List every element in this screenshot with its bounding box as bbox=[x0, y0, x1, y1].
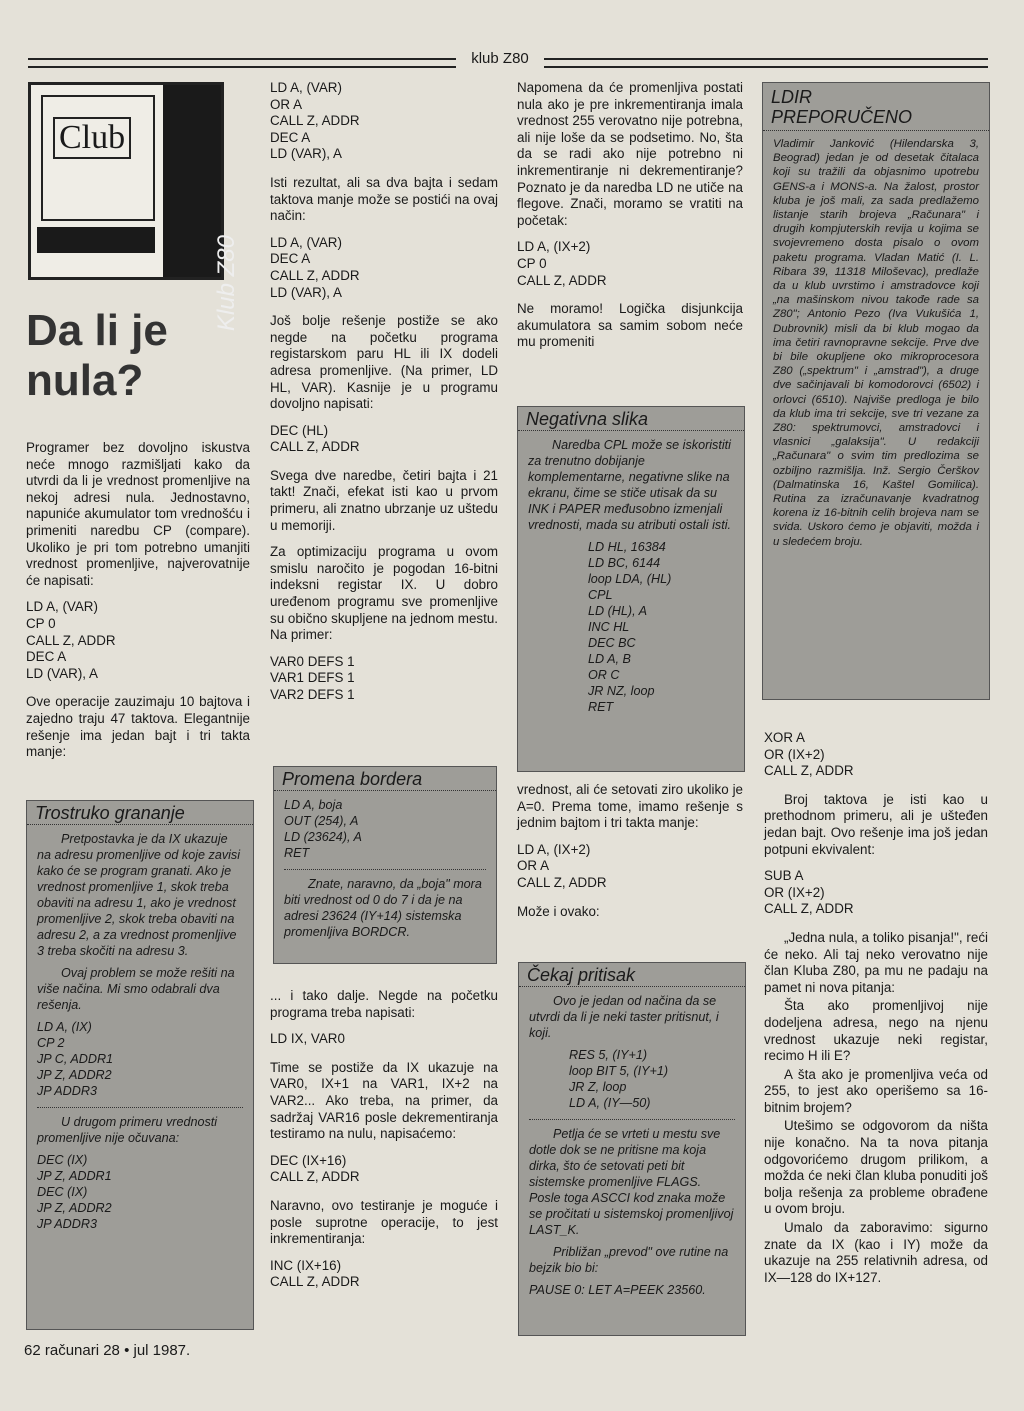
sidebar-paragraph: Ovaj problem se može rešiti na više načina. Mi smo odabrali dva rešenja. bbox=[37, 966, 235, 1012]
logo-club-text: Club bbox=[53, 117, 131, 159]
sidebar-trostruko-grananje bbox=[26, 800, 254, 1330]
sidebar-title: Čekaj pritisak bbox=[519, 963, 745, 987]
column-3 bbox=[517, 80, 743, 361]
code-block: LD A, (VAR) OR A CALL Z, ADDR DEC A LD (VAR), A bbox=[270, 80, 360, 162]
paragraph: Time se postiže da IX ukazuje na VAR0, IX+1 na VAR1, IX+2 na VAR2... Ako treba, na primer, da sadržaj VAR16 posle dekrementiranja testiramo na nulu, napisaćemo: bbox=[270, 1059, 498, 1142]
sidebar-cekaj-pritisak bbox=[518, 962, 746, 1336]
code-block: INC (IX+16) CALL Z, ADDR bbox=[270, 1257, 360, 1290]
page-footer: 62 računari 28 • jul 1987. bbox=[24, 1342, 191, 1359]
header-rule-right bbox=[544, 58, 988, 68]
divider bbox=[529, 1119, 735, 1120]
divider bbox=[37, 1107, 243, 1108]
column-2 bbox=[270, 80, 498, 716]
paragraph: Može i ovako: bbox=[517, 903, 600, 919]
paragraph: vrednost, ali će setovati ziro ukoliko je A=0. Prema tome, imamo rešenje s jednim bajtom i tri takta manje: bbox=[517, 782, 743, 831]
paragraph: „Jedna nula, a toliko pisanja!", reći će neko. Ali taj neko verovatno nije član Kluba Z80, pa mu ne padaju na pamet ni nova pitanja: bbox=[764, 929, 988, 995]
sidebar-title: Negativna slika bbox=[518, 407, 744, 431]
header-rule-left bbox=[28, 58, 456, 68]
paragraph: Još bolje rešenje postiže se ako negde na početku programa registarskom paru HL ili IX dodeli adresa promenljive. (Na primer, LD HL, VAR). Kasnije je u programu dovoljno napisati: bbox=[270, 313, 498, 412]
paragraph: ... i tako dalje. Negde na početku programa treba napisati: bbox=[270, 988, 498, 1020]
sidebar-title: Promena bordera bbox=[274, 767, 496, 791]
sidebar-negativna-slika bbox=[517, 406, 745, 772]
sidebar-paragraph: Naredba CPL može se iskoristiti za trenutno dobijanje komplementarne, negativne slike na ekranu, čime se stiče utisak da su INK i PAPER međusobno izmenjali vrednosti, mada su atributi ostali isti. bbox=[528, 438, 731, 532]
sidebar-code: DEC (IX) JP Z, ADDR1 DEC (IX) JP Z, ADDR2 JP ADDR3 bbox=[37, 1153, 112, 1231]
paragraph: A šta ako je promenljiva veća od 255, to jest ako operišemo sa 16-bitnim brojem? bbox=[764, 1066, 988, 1115]
code-block: LD A, (VAR) CP 0 CALL Z, ADDR DEC A LD (VAR), A bbox=[26, 599, 116, 681]
keyboard-icon bbox=[37, 227, 155, 253]
paragraph: Za optimizaciju programa u ovom smislu naročito je pogodan 16-bitni indeksni registar IX. U dobro uređenom programu sve promenljive su obično skupljene na jednom mestu. Na primer: bbox=[270, 544, 498, 643]
sidebar-title: Trostruko grananje bbox=[27, 801, 253, 825]
column-1 bbox=[26, 440, 250, 771]
paragraph: Šta ako promenljivoj nije dodeljena adresa, nego na njenu vrednost ukazuje neki registar, recimo H ili E? bbox=[764, 998, 988, 1064]
code-block: VAR0 DEFS 1 VAR1 DEFS 1 VAR2 DEFS 1 bbox=[270, 653, 355, 702]
header-title: klub Z80 bbox=[460, 50, 540, 67]
sidebar-code: RES 5, (IY+1) loop BIT 5, (IY+1) JR Z, loop LD A, (IY—50) bbox=[569, 1048, 669, 1110]
column-2-lower bbox=[270, 988, 498, 1303]
paragraph: Napomena da će promenljiva postati nula ako je pre inkrementiranja imala vrednost 255 verovatno nije potrebna, ali nije loše da se podsetimo. No, šta da se radi ako nije potrebno ni inkrementiranje ni dekrementiranje? Poznato je da naredba LD ne utiče na flegove. Znači, moramo se vratiti na početak: bbox=[517, 80, 743, 228]
paragraph: Umalo da zaboravimo: sigurno znate da IX (kao i IY) može da ukazuje na 255 relativnih adresa, od IX—128 do IX+127. bbox=[764, 1220, 988, 1285]
sidebar-title: LDIR PREPORUČENO bbox=[763, 83, 989, 131]
code-block: DEC (HL) CALL Z, ADDR bbox=[270, 422, 360, 455]
paragraph: Utešimo se odgovorom da ništa nije konačno. Na ta nova pitanja odgovorićemo drugom prilikom, a možda će neki član kluba ponuditi još bolja rešenja za probleme obrađene u ovom broju. bbox=[764, 1118, 988, 1217]
code-block: LD A, (IX+2) OR A CALL Z, ADDR bbox=[517, 841, 607, 890]
code-block: LD IX, VAR0 bbox=[270, 1031, 345, 1047]
sidebar-paragraph: Petlja će se vrteti u mestu sve dotle dok se ne pritisne ma koja dirka, što će setovati peti bit sistemske promenljive FLAGS. Posle toga ASCCI kod znaka može se pročitati u sistemskoj promenljivoj LAST_K. bbox=[529, 1127, 734, 1237]
code-block: SUB A OR (IX+2) CALL Z, ADDR bbox=[764, 868, 854, 917]
sidebar-code: LD A, (IX) CP 2 JP C, ADDR1 JP Z, ADDR2 JP ADDR3 bbox=[37, 1020, 114, 1098]
column-4 bbox=[764, 730, 988, 1296]
headline-text: Da li je nula? bbox=[26, 306, 168, 405]
intro-paragraph: Programer bez dovoljno iskustva neće mnogo razmišljati kako da utvrdi da li je vrednost promenljive na nekoj adresi nula. Jednostavno, napuniće akumulator tom vrednošću i primeniti naredbu CP (compare). Ukoliko je pri tom potrebno umanjiti vrednost promenljive, najverovatnije će napisati: bbox=[26, 440, 250, 588]
code-block: DEC (IX+16) CALL Z, ADDR bbox=[270, 1152, 360, 1185]
sidebar-promena-bordera bbox=[273, 766, 497, 964]
sidebar-paragraph: U drugom primeru vrednosti promenljive nije očuvana: bbox=[37, 1115, 218, 1145]
paragraph: Ove operacije zauzimaju 10 bajtova i zajedno traju 47 taktova. Elegantnije rešenje ima jedan bajt i tri takta manje: bbox=[26, 694, 250, 760]
article-headline bbox=[26, 306, 226, 406]
sidebar-code: LD A, boja OUT (254), A LD (23624), A RET bbox=[284, 798, 362, 860]
sidebar-paragraph: Ovo je jedan od načina da se utvrdi da li je neki taster pritisnut, i koji. bbox=[529, 994, 719, 1040]
sidebar-paragraph: Približan „prevod" ove rutine na bejzik bio bi: bbox=[529, 1245, 729, 1275]
logo-vertical-text: Klub Z80 bbox=[213, 235, 240, 332]
code-block: LD A, (IX+2) CP 0 CALL Z, ADDR bbox=[517, 239, 607, 288]
code-block: XOR A OR (IX+2) CALL Z, ADDR bbox=[764, 730, 854, 779]
club-logo bbox=[28, 82, 240, 332]
paragraph: Naravno, ovo testiranje je moguće i posle suprotne operacije, to jest inkrementiranja: bbox=[270, 1197, 498, 1247]
code-block: LD A, (VAR) DEC A CALL Z, ADDR LD (VAR), A bbox=[270, 234, 360, 300]
sidebar-paragraph: Znate, naravno, da „boja" mora biti vrednost od 0 do 7 i da je na adresi 23624 (IY+14) sistemska promenljiva BORDCR. bbox=[284, 877, 482, 939]
column-3-lower bbox=[517, 782, 743, 930]
paragraph: Svega dve naredbe, četiri bajta i 21 takt! Znači, efekat isti kao u prvom primeru, ali znatno ubrzanje uz uštedu u memoriji. bbox=[270, 467, 498, 533]
monitor-icon bbox=[41, 95, 155, 221]
sidebar-code: LD HL, 16384 LD BC, 6144 loop LDA, (HL) CPL LD (HL), A INC HL DEC BC LD A, B OR C JR NZ, loop RET bbox=[588, 540, 672, 714]
paragraph: Isti rezultat, ali sa dva bajta i sedam taktova manje može se postići na ovaj način: bbox=[270, 174, 498, 224]
divider bbox=[284, 869, 486, 870]
paragraph: Ne moramo! Logička disjunkcija akumulatora sa samim sobom neće mu promeniti bbox=[517, 301, 743, 350]
sidebar-paragraph: Pretpostavka je da IX ukazuje na adresu promenljive od koje zavisi kako će se program granati. Ako je vrednost promenljive 1, skok treba obaviti na adresu 1, ako je vrednost promenljive 2, skok treba obaviti na adresu 2, a za vrednost promenljive 3 treba skočiti na adresu 3. bbox=[37, 832, 241, 958]
paragraph: Broj taktova je isti kao u prethodnom primeru, ali je ušteđen jedan bajt. Ovo rešenje ima još jedan potpuni ekvivalent: bbox=[764, 791, 988, 857]
sidebar-paragraph: PAUSE 0: LET A=PEEK 23560. bbox=[529, 1283, 706, 1297]
sidebar-paragraph: Vladimir Janković (Hilendarska 3, Beograd) jedan je od desetak čitalaca koji su tražili da objasnimo upotrebu GENS-a i MONS-a. Na žalost, prostor kluba je još mali, za sada predlažemo listanje starih brojeva „Računara" i drugih kompjuterskih revija u kojima se svojevremeno dosta pisalo o ovom paketu programa. Vladan Matić (I. L. Ribara 39, 11318 Miloševac), predlaže da u klub uvrstimo i amstradovce koji „na mašinskom nivou takođe rade sa Z80"; Antonio Pezo (Iva Vukušića 1, Dubrovnik) misli da bi klub mogao da ima četiri ravnopravne sekcije. Prve dve bi bile okupljene oko mikroprocesora Z80 („spektrum" i „amstrad"), a druge dve sačinjavali bi komodorovci (6502) i orlovci (6510). Najviše predloga je bilo da klub ima tri sekcije, sve tri vezane za Z80: spektrumovci, amstradovci i vlasnici „galaksija". U redakciji „Računara" o svim tim predlozima se ozbiljno razmišlja. Inž. Sergio Čerškov (Dalmatinska 16, Kaštel Gomilica). Rutina za izračunavanje kvadratnog korena iz 16-bitnih celih brojeva nam se svida. Uskoro ćemo je objaviti, možda i u sledećem broju. bbox=[773, 138, 979, 548]
sidebar-ldir-preporuceno bbox=[762, 82, 990, 700]
